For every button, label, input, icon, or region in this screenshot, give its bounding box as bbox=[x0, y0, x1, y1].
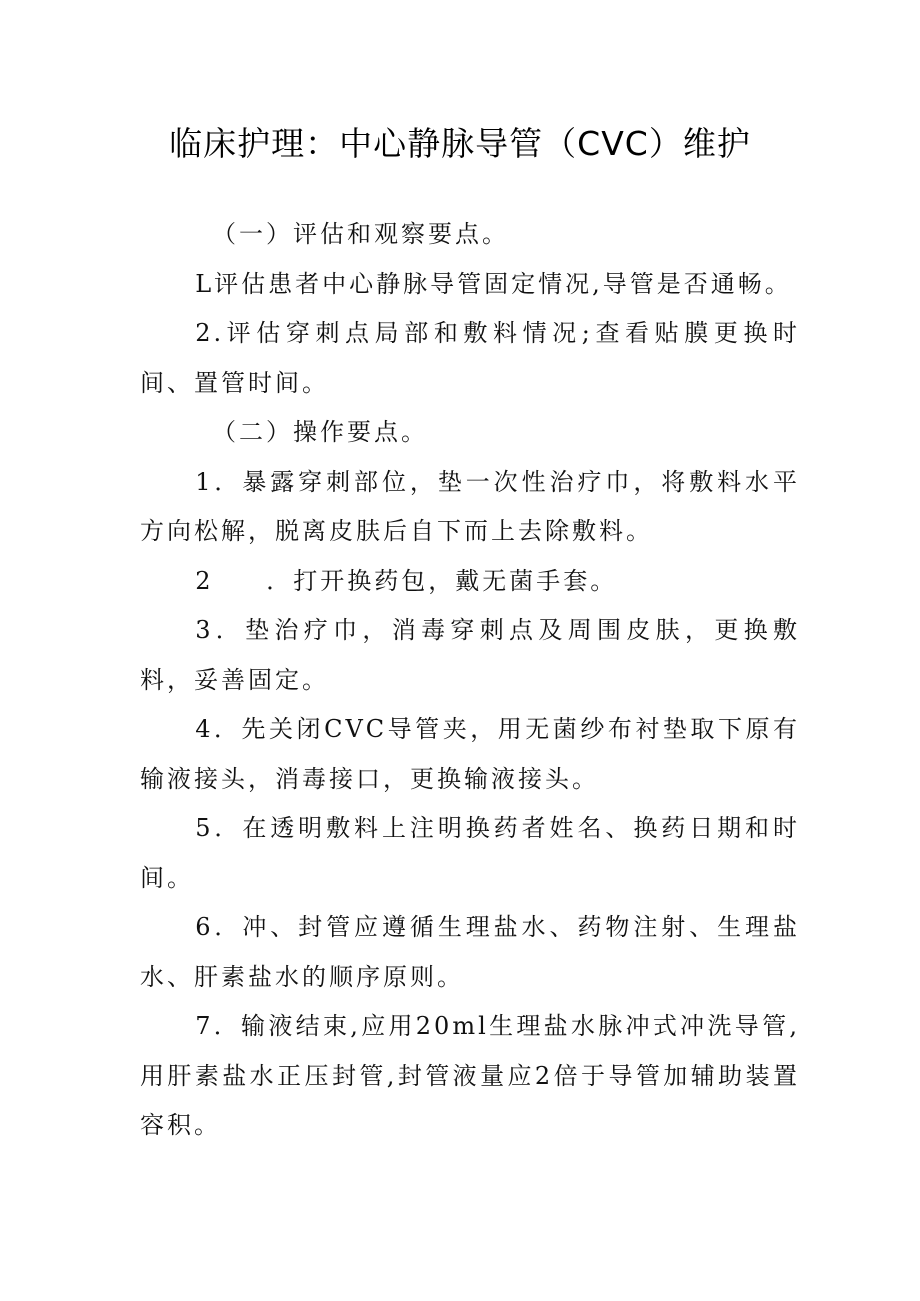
operation-item-2-number: 2 bbox=[195, 566, 214, 595]
operation-item-2 bbox=[140, 557, 800, 607]
section-2-heading: （二）操作要点。 bbox=[212, 418, 428, 446]
operation-item-7: 7．输液结束,应用20ml生理盐水脉冲式冲洗导管,用肝素盐水正压封管,封管液量应2倍于导管加辅助装置容积。 bbox=[140, 1012, 800, 1139]
assessment-item-1: L评估患者中心静脉导管固定情况,导管是否通畅。 bbox=[195, 269, 792, 298]
document-title: 临床护理：中心静脉导管（CVC）维护 bbox=[169, 124, 751, 163]
assessment-item-2: 2.评估穿刺点局部和敷料情况;查看贴膜更换时间、置管时间。 bbox=[140, 319, 800, 397]
operation-item-3: 3．垫治疗巾，消毒穿刺点及周围皮肤，更换敷料，妥善固定。 bbox=[140, 616, 800, 694]
section-1-heading: （一）评估和观察要点。 bbox=[212, 220, 509, 248]
document-body bbox=[140, 210, 800, 1151]
operation-item-1: 1．暴露穿刺部位，垫一次性治疗巾，将敷料水平方向松解，脱离皮肤后自下而上去除敷料。 bbox=[140, 467, 800, 545]
operation-item-4: 4．先关闭CVC导管夹，用无菌纱布衬垫取下原有输液接头，消毒接口，更换输液接头。 bbox=[140, 715, 800, 793]
operation-item-5: 5．在透明敷料上注明换药者姓名、换药日期和时间。 bbox=[140, 814, 800, 892]
operation-item-2-text: ．打开换药包，戴无菌手套。 bbox=[266, 566, 618, 595]
operation-item-6: 6．冲、封管应遵循生理盐水、药物注射、生理盐水、肝素盐水的顺序原则。 bbox=[140, 913, 800, 991]
